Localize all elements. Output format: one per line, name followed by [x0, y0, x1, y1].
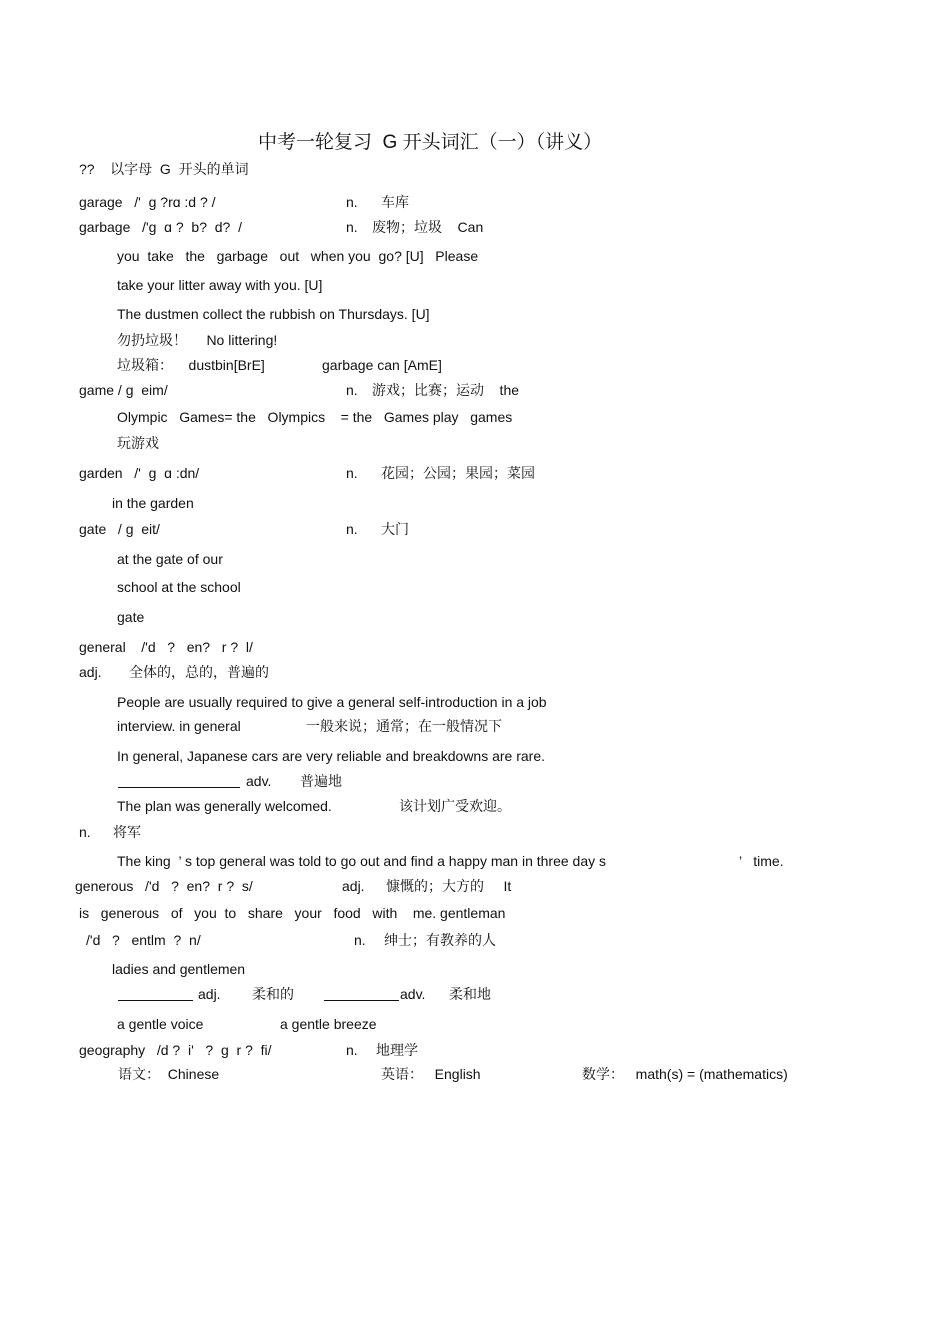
entry-game-line: Olympic Games= the Olympics = the Games play games: [117, 409, 513, 425]
entry-gentle-example: a gentle voice: [117, 1016, 204, 1032]
entry-gate-line: at the gate of our: [117, 551, 223, 567]
page-title: 中考一轮复习 G 开头词汇（一）（讲义）: [258, 132, 603, 153]
entry-general-line: People are usually required to give a general self-introduction in a job: [117, 694, 547, 710]
entry-game-word: game / ɡ eim/: [79, 382, 168, 398]
entry-garbage-line: you take the garbage out when you go? [U] Please: [117, 248, 479, 264]
entry-garbage-line: 勿扔垃圾！ No littering!: [117, 332, 278, 348]
fill-in-blank: [118, 773, 240, 788]
entry-generous-meaning: 慷慨的；大方的 It: [386, 878, 512, 894]
entry-geography-word: geography /d ? i' ? ɡ r ? fi/: [79, 1042, 272, 1058]
fill-in-blank: [324, 986, 399, 1001]
entry-general-line: In general, Japanese cars are very reliable and breakdowns are rare.: [117, 748, 546, 764]
entry-general-word: general /'d ? en? r ? l/: [79, 639, 253, 655]
entry-gentle-adj: adj.: [198, 986, 221, 1002]
entry-general-line: interview. in general: [117, 718, 241, 734]
entry-generous-line: is generous of you to share your food with me. gentleman: [79, 905, 506, 921]
entry-geography-meaning: 地理学: [376, 1042, 418, 1058]
entry-garage-meaning: 车库: [381, 194, 409, 210]
entry-gentleman-meaning: 绅士；有教养的人: [384, 932, 496, 948]
entry-gate-word: gate / ɡ eit/: [79, 521, 160, 537]
entry-gentleman-line: ladies and gentlemen: [112, 961, 246, 977]
fill-in-blank: [118, 986, 193, 1001]
entry-general-line: 该计划广受欢迎。: [399, 798, 511, 814]
entry-gentle-adv: adv.: [400, 986, 426, 1002]
entry-general-line: The plan was generally welcomed.: [117, 798, 332, 814]
entry-general-line: 普遍地: [300, 773, 342, 789]
entry-gentle-adj-meaning: 柔和的: [252, 986, 294, 1002]
entry-game-pos: n.: [346, 382, 358, 398]
entry-gentle-example: a gentle breeze: [280, 1016, 377, 1032]
entry-garden-meaning: 花园；公园；果园；菜园: [381, 465, 535, 481]
entry-gentleman-word: /'d ? entlm ? n/: [86, 932, 201, 948]
entry-garbage-line: garbage can [AmE]: [322, 357, 442, 373]
subject-english: 英语： English: [381, 1066, 481, 1082]
entry-general-meaning: 全体的，总的，普遍的: [129, 664, 269, 680]
entry-gentleman-pos: n.: [354, 932, 366, 948]
entry-garbage-meaning: 废物；垃圾 Can: [372, 219, 484, 235]
entry-gate-line: gate: [117, 609, 145, 625]
entry-garden-pos: n.: [346, 465, 358, 481]
entry-generous-word: generous /'d ? en? r ? s/: [75, 878, 253, 894]
entry-garage-word: garage /' ɡ ?rɑ :d ? /: [79, 194, 216, 210]
entry-garbage-word: garbage /'g ɑ ? b? d? /: [79, 219, 243, 235]
entry-general-line: The king ’ s top general was told to go out and find a happy man in three day s: [117, 853, 607, 869]
entry-gate-meaning: 大门: [381, 521, 409, 537]
entry-game-line: 玩游戏: [117, 435, 159, 451]
entry-game-meaning: 游戏；比赛；运动 the: [372, 382, 520, 398]
entry-garden-line: in the garden: [112, 495, 194, 511]
entry-garage-pos: n.: [346, 194, 358, 210]
entry-garbage-line: The dustmen collect the rubbish on Thursdays. [U]: [117, 306, 430, 322]
entry-garbage-line: take your litter away with you. [U]: [117, 277, 323, 293]
entry-general-line: 一般来说；通常；在一般情况下: [306, 718, 502, 734]
entry-general-noun-pos: n.: [79, 824, 91, 840]
entry-garbage-line: 垃圾箱： dustbin[BrE]: [117, 357, 265, 373]
entry-gentle-adv-meaning: 柔和地: [449, 986, 491, 1002]
page-subtitle: ?? 以字母 G 开头的单词: [79, 161, 249, 177]
entry-generous-pos: adj.: [342, 878, 365, 894]
entry-general-line: ’ time.: [739, 853, 784, 869]
entry-gate-pos: n.: [346, 521, 358, 537]
entry-garden-word: garden /' ɡ ɑ :dn/: [79, 465, 200, 481]
entry-general-pos: adj.: [79, 664, 102, 680]
subject-chinese: 语文： Chinese: [118, 1066, 220, 1082]
entry-garbage-pos: n.: [346, 219, 358, 235]
subject-math: 数学： math(s) = (mathematics): [582, 1066, 788, 1082]
entry-geography-pos: n.: [346, 1042, 358, 1058]
entry-general-noun-meaning: 将军: [113, 824, 141, 840]
entry-general-line: adv.: [246, 773, 272, 789]
entry-gate-line: school at the school: [117, 579, 241, 595]
